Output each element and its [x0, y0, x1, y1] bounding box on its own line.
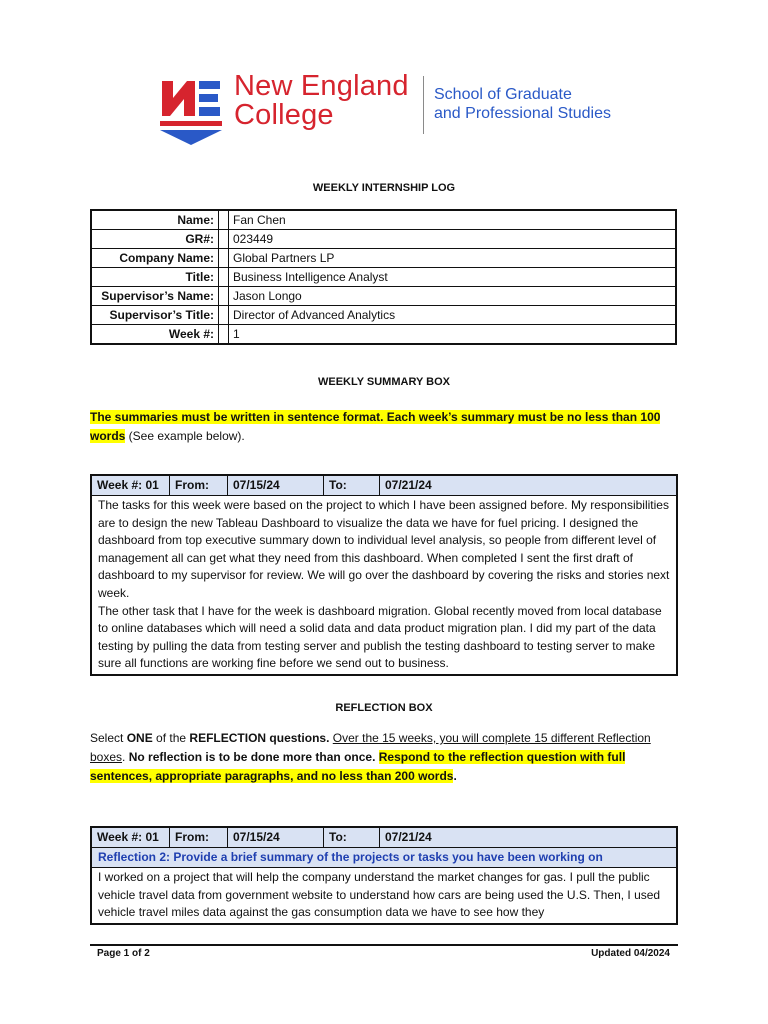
instruction-underlined: Over the 15 weeks, you will complete 15 different Reflection boxes — [90, 731, 651, 764]
info-label: Supervisor’s Title: — [91, 306, 219, 325]
summary-paragraph: The tasks for this week were based on the project to which I have been assigned before. My responsibilities are to design the new Tableau Dashboard to visualize the data we have for fuel pricing. I designed the dashboard from top executive summary down to individual level analysis, so people from different level of management all can get what they need from this dashboard. When completed I sent the first draft of dashboard to my supervisor for review. We will go over the dashboard by covering the risks and stories next week. — [98, 498, 670, 600]
school-line-2: and Professional Studies — [434, 105, 611, 122]
log-title: WEEKLY INTERNSHIP LOG — [312, 182, 456, 194]
reflection-instructions — [90, 729, 680, 786]
school-line-1: School of Graduate — [434, 86, 572, 103]
table-row — [91, 287, 676, 306]
table-row — [91, 306, 676, 325]
nec-shield-icon — [160, 76, 222, 146]
to-date: 07/21/24 — [385, 830, 432, 844]
instruction-period: . — [453, 769, 457, 783]
reflection-requirement: Respond to the reflection question with full sentences, appropriate paragraphs, and no less than 200 words — [90, 750, 626, 783]
reflection-question: Reflection 2: Provide a brief summary of the projects or tasks you have been working on — [92, 848, 676, 868]
from-date: 07/15/24 — [228, 828, 324, 847]
logo-divider — [423, 76, 424, 134]
reflection-title: REFLECTION BOX — [335, 702, 433, 714]
info-value: Business Intelligence Analyst — [229, 268, 677, 287]
from-label: From: — [170, 828, 228, 847]
summary-instructions — [90, 408, 680, 446]
info-value: Director of Advanced Analytics — [229, 306, 677, 325]
reflection-answer: I worked on a project that will help the company understand the market changes for gas. I pull the public vehicle travel data from government website to understand how cars are being used the U.S. Then, I used vehicle travel miles data against the gas consumption data we have to see how they — [98, 870, 661, 920]
summary-paragraph: The other task that I have for the week is dashboard migration. Global recently moved from local database to online databases which will need a solid data and data product migration plan. I did my part of the data testing by pulling the data from testing server and publish the testing dashboard to testing server to make sure all functions are working fine before we send out to business. — [98, 603, 662, 671]
table-row — [91, 268, 676, 287]
school-name — [434, 85, 611, 123]
reflection-week-header — [92, 828, 676, 848]
info-value: Global Partners LP — [229, 249, 677, 268]
summary-title: WEEKLY SUMMARY BOX — [317, 376, 451, 388]
table-row — [91, 210, 676, 230]
info-label: Supervisor’s Name: — [91, 287, 219, 306]
summary-requirement: The summaries must be written in sentence format. Each week’s summary must be no less than 100 words — [90, 410, 661, 443]
table-row — [91, 325, 676, 345]
info-label: GR#: — [91, 230, 219, 249]
info-label: Name: — [91, 210, 219, 230]
week-number: Week #: 01 — [92, 476, 170, 495]
to-label: To: — [324, 828, 380, 847]
week-number: Week #: 01 — [92, 828, 170, 847]
reflection-box — [90, 826, 678, 925]
updated-date: Updated 04/2024 — [591, 948, 670, 959]
info-value: Fan Chen — [229, 210, 677, 230]
brand-line-1: New England — [234, 70, 409, 102]
info-value: 1 — [229, 325, 677, 345]
brand-line-2: College — [234, 99, 334, 131]
from-label: From: — [170, 476, 228, 495]
summary-text — [92, 496, 676, 674]
page-number: Page 1 of 2 — [97, 948, 150, 959]
student-info-table — [90, 209, 677, 345]
to-date: 07/21/24 — [385, 478, 432, 492]
instruction-text: Select — [90, 731, 127, 745]
summary-see-example: (See example below). — [125, 429, 245, 443]
info-value: 023449 — [229, 230, 677, 249]
info-label: Company Name: — [91, 249, 219, 268]
info-value: Jason Longo — [229, 287, 677, 306]
instruction-emphasis: No reflection is to be done more than once. — [125, 750, 376, 764]
summary-week-header — [92, 476, 676, 496]
footer-divider — [90, 944, 678, 946]
info-label: Title: — [91, 268, 219, 287]
table-row — [91, 249, 676, 268]
college-name — [234, 72, 409, 130]
college-logo — [160, 72, 620, 148]
instruction-emphasis: REFLECTION questions. — [189, 731, 330, 745]
to-label: To: — [324, 476, 380, 495]
instruction-period: . — [122, 750, 126, 764]
from-date: 07/15/24 — [228, 476, 324, 495]
table-row — [91, 230, 676, 249]
info-label: Week #: — [91, 325, 219, 345]
instruction-emphasis: ONE — [126, 731, 153, 745]
instruction-text: of the — [152, 731, 190, 745]
summary-box — [90, 474, 678, 676]
